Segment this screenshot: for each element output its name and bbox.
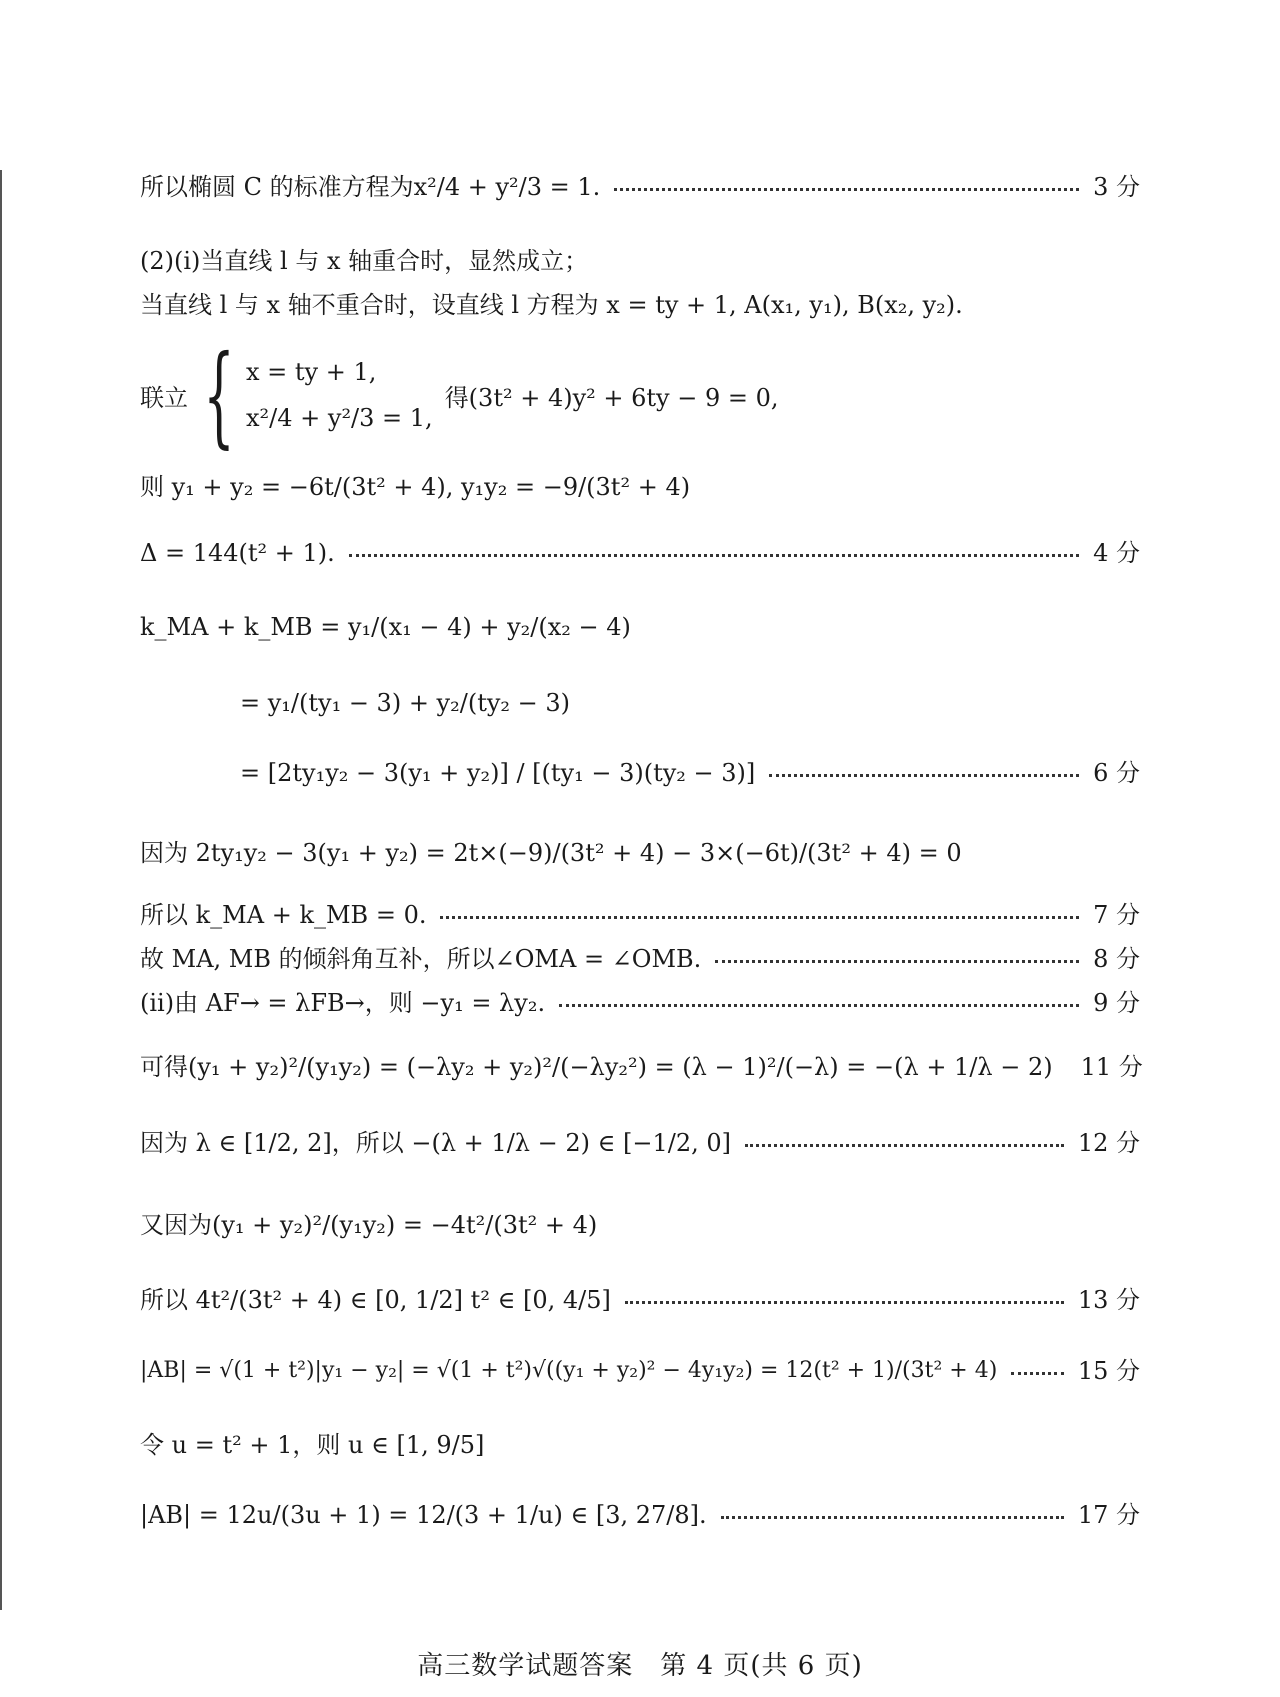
line-slope-sum — [140, 612, 1140, 642]
score-mark: 6 分 — [1093, 759, 1140, 787]
equation-text: 所以椭圆 C 的标准方程为x²/4 + y²/3 = 1. — [140, 173, 601, 201]
dot-leader — [349, 554, 1079, 557]
line-slope-zero — [140, 900, 1140, 930]
dot-leader — [625, 1301, 1064, 1304]
left-brace-icon: { — [203, 331, 235, 459]
line-slope-sum-step3 — [240, 758, 1140, 788]
line-discriminant — [140, 538, 1140, 568]
dot-leader — [715, 960, 1079, 963]
line-standard-equation — [140, 172, 1140, 202]
equation-text: Δ = 144(t² + 1). — [140, 539, 335, 567]
equation-text: (2)(ⅰ)当直线 l 与 x 轴重合时，显然成立； — [140, 247, 589, 275]
score-mark: 8 分 — [1093, 945, 1140, 973]
line-numerator-zero — [140, 838, 1140, 868]
line-part2-case2 — [140, 290, 1140, 320]
system-equation-1: x = ty + 1, — [246, 358, 377, 386]
line-t-expression — [140, 1210, 1140, 1240]
dot-leader — [440, 916, 1079, 919]
line-slope-sum-step2 — [240, 688, 1140, 718]
score-mark: 11 分 — [1080, 1053, 1143, 1081]
line-lambda-range — [140, 1128, 1140, 1158]
dot-leader — [614, 188, 1079, 191]
score-mark: 3 分 — [1093, 173, 1140, 201]
equation-text: |AB| = √(1 + t²)|y₁ − y₂| = √(1 + t²)√((y₁ + y₂)² − 4y₁y₂) = 12(t² + 1)/(3t² + 4) — [140, 1358, 998, 1383]
score-mark: 9 分 — [1093, 989, 1140, 1017]
equation-text: (ⅱ)由 AF→ = λFB→，则 −y₁ = λy₂. — [140, 989, 546, 1017]
score-mark: 7 分 — [1093, 901, 1140, 929]
equation-text: 当直线 l 与 x 轴不重合时，设直线 l 方程为 x = ty + 1, A(x₁, y₁), B(x₂, y₂). — [140, 291, 963, 319]
line-lambda-expression — [140, 1052, 1143, 1082]
line-t-range — [140, 1285, 1140, 1315]
equation-text: = [2ty₁y₂ − 3(y₁ + y₂)] / [(ty₁ − 3)(ty₂ − 3)] — [240, 759, 756, 787]
line-chord-length — [140, 1356, 1140, 1386]
equation-text: 又因为(y₁ + y₂)²/(y₁y₂) = −4t²/(3t² + 4) — [140, 1211, 598, 1239]
page-footer: 高三数学试题答案 第 4 页(共 6 页) — [417, 1651, 863, 1681]
dot-leader — [559, 1004, 1079, 1007]
line-final-range — [140, 1500, 1140, 1530]
system-result: 得(3t² + 4)y² + 6ty − 9 = 0, — [444, 383, 779, 412]
system-label: 联立 — [140, 383, 188, 412]
score-mark: 17 分 — [1077, 1501, 1140, 1529]
score-mark: 13 分 — [1077, 1286, 1140, 1314]
line-part2-case1 — [140, 246, 1140, 276]
line-vector-relation — [140, 988, 1140, 1018]
equation-system — [140, 331, 779, 459]
system-equation-2: x²/4 + y²/3 = 1, — [246, 404, 433, 432]
dot-leader — [745, 1144, 1064, 1147]
binding-line — [0, 170, 2, 1610]
equation-text: 因为 λ ∈ [1/2, 2]，所以 −(λ + 1/λ − 2) ∈ [−1/2, 0] — [140, 1129, 731, 1157]
equation-text: 故 MA, MB 的倾斜角互补，所以∠OMA = ∠OMB. — [140, 945, 702, 973]
line-substitution — [140, 1430, 1140, 1460]
score-mark: 15 分 — [1077, 1357, 1140, 1385]
equation-text: k_MA + k_MB = y₁/(x₁ − 4) + y₂/(x₂ − 4) — [140, 613, 631, 641]
equation-text: 可得(y₁ + y₂)²/(y₁y₂) = (−λy₂ + y₂)²/(−λy₂²) = (λ − 1)²/(−λ) = −(λ + 1/λ − 2) — [140, 1053, 1053, 1081]
equation-text: 所以 4t²/(3t² + 4) ∈ [0, 1/2] t² ∈ [0, 4/5] — [140, 1286, 611, 1314]
equation-text: 令 u = t² + 1，则 u ∈ [1, 9/5] — [140, 1431, 485, 1459]
equation-text: 则 y₁ + y₂ = −6t/(3t² + 4), y₁y₂ = −9/(3t² + 4) — [140, 473, 691, 501]
equation-text: 因为 2ty₁y₂ − 3(y₁ + y₂) = 2t×(−9)/(3t² + 4) − 3×(−6t)/(3t² + 4) = 0 — [140, 839, 962, 867]
equation-text: = y₁/(ty₁ − 3) + y₂/(ty₂ − 3) — [240, 689, 571, 717]
equation-text: 所以 k_MA + k_MB = 0. — [140, 901, 427, 929]
score-mark: 12 分 — [1077, 1129, 1140, 1157]
line-vieta — [140, 472, 1140, 502]
dot-leader — [1011, 1372, 1064, 1375]
line-angle-equal — [140, 944, 1140, 974]
equation-text: |AB| = 12u/(3u + 1) = 12/(3 + 1/u) ∈ [3, 27/8]. — [140, 1501, 707, 1529]
dot-leader — [721, 1516, 1064, 1519]
dot-leader — [769, 774, 1079, 777]
score-mark: 4 分 — [1093, 539, 1140, 567]
